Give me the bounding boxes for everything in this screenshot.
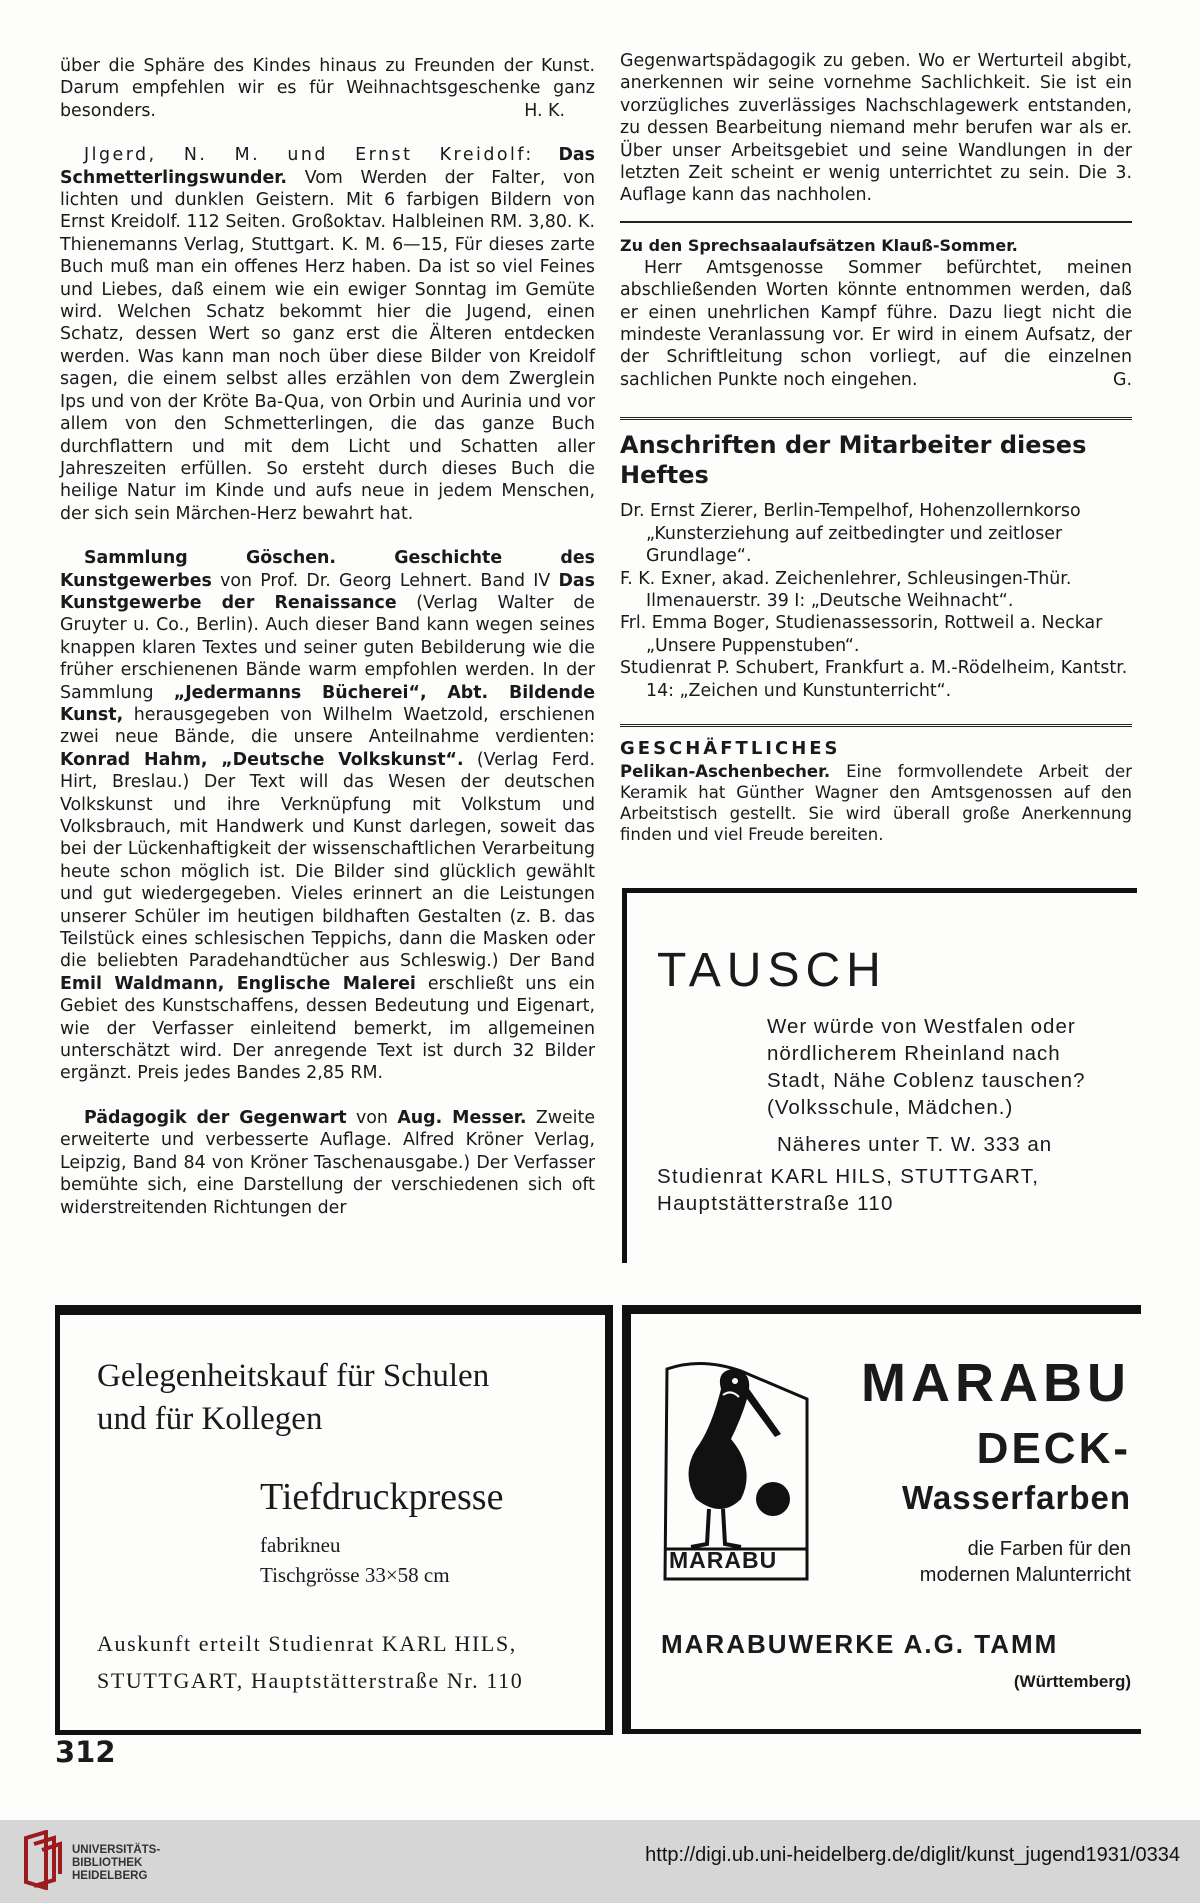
line: Hauptstätterstraße 110 [657,1192,894,1215]
ad-tausch [622,888,1137,1263]
logo-label: MARABU [669,1547,778,1573]
divider [620,221,1132,223]
bold: Emil Waldmann, Englische Malerei [60,973,416,994]
text: Eine formvollendete Arbeit der Keramik hat Günther Wagner den Amtsgenossen auf den Arbeitstisch gestellt. Sie wird überall große Anerkennung finden und viel Freude bereiten. [620,761,1132,844]
bold: Aug. Messer. [397,1107,527,1128]
text: erschließt uns ein Gebiet des Kunstschaffens, dessen Bedeutung und Eigenart, wie der Verfasser einleitend bemerkt, im allgemeinen unterschätzt wird. Der anregende Text ist durch 32 Bilder ergänzt. Preis jedes Bandes 2,85 RM. [60,973,596,1084]
line: die Farben für den [967,1538,1131,1560]
bold: Pädagogik der Gegenwart [84,1107,347,1128]
line: Wer würde von Westfalen oder [767,1015,1076,1038]
signature: G. [1112,369,1132,390]
ad-address [657,1163,1039,1217]
ad-contact [97,1625,523,1699]
divider [620,417,1132,420]
geschaeftliches-title: GESCHÄFTLICHES [620,737,841,759]
ad-marabu [622,1305,1141,1734]
region: (Württemberg) [1013,1672,1131,1691]
text: über die Sphäre des Kindes hinaus zu Freunden der Kunst. Darum empfehlen wir es für Weihnachtsgeschenke ganz besonders. [60,56,595,121]
text: (Verlag Walter de Gruyter u. Co., Berlin). Auch dieser Band kann wegen seines knappen klaren Textes und seiner guten Bebilderung wie die früher erschienenen Bände warm empfohlen werden. In der Sammlung [60,592,595,703]
ad-text [767,1013,1085,1121]
product-line: Wasserfarben [901,1479,1131,1516]
geschaeftliches-text [620,761,1132,845]
ad-more: Näheres unter T. W. 333 an [777,1133,1053,1156]
text: Vom Werden der Falter, von lichten und dunklen Geistern. Mit 6 farbigen Bildern von Ernst Kreidolf. 112 Seiten. Großoktav. Halbleinen RM. 3,80. K. Thienemanns Verlag, Stuttgart. K. M. 6—15, Für dieses zarte Buch muß man ein offenes Herz haben. Da ist so viel Feines und Liebes, daß einem wie ein ewiger Sonntag im Gemüte wird. Welchen Schatz bekommt hier die Jugend, einen Schatz, dessen Wert so ganz erst die Älteren entdecken werden. Was kann man noch über diese Bilder von Kreidolf sagen, die einem selbst alles erzählen von dem Zwerglein Ips und von der Kröte Ba-Qua, von Orbin und Aurinia und vor allem von den Schmetterlingen, die das ganze Buch durchflattern und mit dem Licht und Schatten aller Jahreszeiten erfüllen. So ersteht durch dieses Buch die heilige Natur im Kinde und aufs neue in jedem Menschen, der sich sein Märchen-Herz bewahrt hat. [60,167,595,524]
ad-product: Tiefdruckpresse [260,1476,504,1518]
line: STUTTGART, Hauptstätterstraße Nr. 110 [97,1668,524,1693]
line: Gelegenheitskauf für Schulen [97,1358,490,1394]
line: und für Kollegen [97,1401,323,1437]
text: Zweite erweiterte und verbesserte Auflage. Alfred Kröner Verlag, Leipzig, Band 84 von Kröner Taschenausgabe.) Der Verfasser bemühte sich, eine Darstellung der verschiedenen sich oft widerstreitenden Richtungen der [60,1107,596,1218]
line: nördlicherem Rheinland nach [767,1042,1061,1065]
bold: „Jedermanns Bücherei“, Abt. Bildende Kunst, [60,682,596,725]
library-name [72,1844,160,1883]
line: fabrikneu [260,1533,341,1557]
anschrift-entry: Dr. Ernst Zierer, Berlin-Tempelhof, Hohenzollernkorso „Kunsterziehung auf zeitbedingter und zeitloser Grundlage“. [620,501,1081,567]
line: Stadt, Nähe Coblenz tauschen? [767,1069,1086,1092]
bold: Sammlung Göschen. Geschichte des Kunstgewerbes [60,548,595,591]
ad-headline [97,1355,489,1441]
product-line: DECK- [976,1424,1131,1473]
line: UNIVERSITÄTS- [72,1844,161,1856]
author: Jlgerd, N. M. und Ernst Kreidolf: [84,145,534,166]
divider [620,724,1132,727]
review-goeschen [60,547,595,1085]
sprechsaal-title: Zu den Sprechsaalaufsätzen Klauß-Sommer. [620,235,1018,255]
sprechsaal-text [620,257,1132,391]
permalink[interactable]: http://digi.ub.uni-heidelberg.de/diglit/kunst_jugend1931/0334 [645,1844,1180,1866]
viewer-footer [0,1820,1200,1903]
anschrift-entry: Frl. Emma Boger, Studienassessorin, Rottweil a. Neckar „Unsere Puppenstuben“. [620,613,1103,656]
anschrift-entry: Studienrat P. Schubert, Frankfurt a. M.-Rödelheim, Kantstr. 14: „Zeichen und Kunstunterricht“. [620,658,1128,701]
review-kinderbuch-end [60,55,595,122]
text: Herr Amtsgenosse Sommer befürchtet, meinen abschließenden Worten könnte entnommen werden, daß er einen unehrlichen Kampf führe. Dazu liegt nicht die mindeste Veranlassung vor. Er wird in einem Aufsatz, der der Schriftleitung schon vorliegt, auf die einzelnen sachlichen Punkte noch eingehen. [620,257,1132,390]
line: modernen Malunterricht [919,1564,1131,1586]
right-column [620,50,1132,845]
anschriften-title: Anschriften der Mitarbeiter dieses Heftes [620,431,1087,490]
ad-title: TAUSCH [657,944,887,997]
line: Auskunft erteilt Studienrat KARL HILS, [97,1631,517,1656]
signature: H. K. [524,100,565,121]
company: MARABUWERKE A.G. TAMM [661,1629,1059,1659]
review-paedagogik-cont: Gegenwartspädagogik zu geben. Wo er Werturteil abgibt, anerkennen wir seine vornehme Sachlichkeit. Sie ist ein vorzügliches zuverlässiges Nachschlagewerk entstanden, zu dessen Bearbeitung niemand mehr berufen war als er. Über unser Arbeitsgebiet und seine Wandlungen in der letzten Zeit scheint er wenig unterrichtet zu sein. Die 3. Auflage kann das nachholen. [620,51,1132,206]
tagline [920,1536,1131,1588]
review-schmetterlingswunder [60,144,595,525]
text: von [355,1107,388,1128]
text: (Verlag Ferd. Hirt, Breslau.) Der Text will das Wesen der deutschen Volkskunst und ihre Verknüpfung mit Volkstum und Volksbrauch, mit Handwerk und Kunst darlegen, soweit das bei der Lückenhaftigkeit der wissenschaftlichen Verarbeitung heute schon möglich ist. Die Bilder sind glücklich gewählt und gut wiedergegeben. Vieles erinnert an die Leistungen unserer Schüler im heutigen bildhaften Gestalten (z. B. das Teilstück eines schlesischen Teppichs, dann die Masken oder die beliebten Paradehandtücher aus Schleswig.) Der Band [60,749,595,972]
ad-details [260,1530,450,1590]
line: HEIDELBERG [72,1870,148,1882]
line: Tischgrösse 33×58 cm [260,1563,450,1587]
review-paedagogik [60,1107,595,1219]
text: von Prof. Dr. Georg Lehnert. Band IV [220,570,551,591]
left-column [60,55,595,1219]
anschrift-entry: F. K. Exner, akad. Zeichenlehrer, Schleusingen-Thür. Ilmenauerstr. 39 I: „Deutsche Weihnacht“. [620,568,1072,611]
bold: Pelikan-Aschenbecher. [620,761,831,781]
page-number: 312 [55,1735,116,1769]
marabu-logo [661,1359,811,1573]
line: Studienrat KARL HILS, STUTTGART, [657,1165,1040,1188]
ad-gelegenheitskauf [55,1305,613,1735]
library-logo-icon [20,1830,66,1890]
bold: Konrad Hahm, „Deutsche Volkskunst“. [60,749,464,770]
brand-name: MARABU [861,1353,1131,1413]
line: (Volksschule, Mädchen.) [767,1096,1014,1119]
text: herausgegeben von Wilhelm Waetzold, erschienen zwei neue Bände, die unsere Anteilnahme verdienten: [60,704,596,748]
line: BIBLIOTHEK [72,1857,143,1869]
book-title: Das Schmetterlingswunder. [60,145,595,188]
bold: Das Kunstgewerbe der Renaissance [60,570,595,613]
